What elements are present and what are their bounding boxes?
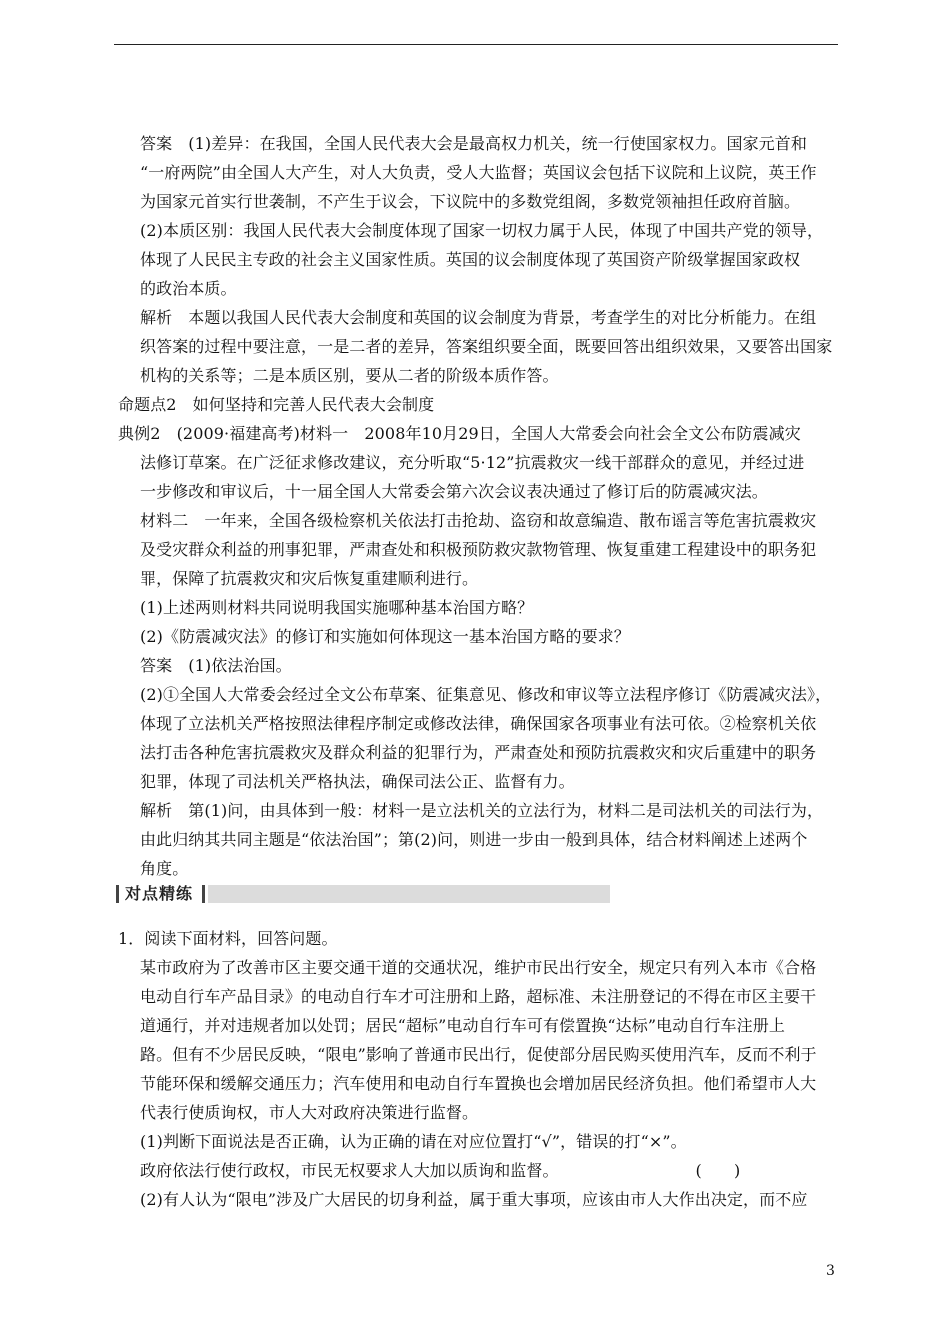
statement-line: 政府依法行使行政权，市民无权要求人大加以质询和监督。 ( )	[140, 1161, 741, 1180]
text-line: 一步修改和审议后，十一届全国人大常委会第六次会议表决通过了修订后的防震减灾法。	[140, 482, 768, 501]
text-line: 道通行，并对违规者加以处罚；居民“超标”电动自行车可有偿置换“达标”电动自行车注册上	[140, 1016, 785, 1035]
text-line: 的政治本质。	[140, 279, 237, 298]
question-line: (1)判断下面说法是否正确，认为正确的请在对应位置打“√”，错误的打“×”。	[140, 1132, 687, 1151]
analysis-line: 解析 本题以我国人民代表大会制度和英国的议会制度为背景，考查学生的对比分析能力。在组	[140, 308, 817, 327]
text-line: 角度。	[140, 859, 189, 878]
question-line: (1)上述两则材料共同说明我国实施哪种基本治国方略？	[140, 598, 534, 617]
topic-heading: 命题点2 如何坚持和完善人民代表大会制度	[118, 395, 435, 414]
analysis-line: 解析 第(1)问，由具体到一般：材料一是立法机关的立法行为，材料二是司法机关的司法行为，	[140, 801, 824, 820]
text-line: 为国家元首实行世袭制，不产生于议会，下议院中的多数党组阁，多数党领袖担任政府首脑。	[140, 192, 801, 211]
text-line: 体现了人民民主专政的社会主义国家性质。英国的议会制度体现了英国资产阶级掌握国家政权	[140, 250, 801, 269]
answer-line: 答案 (1)依法治国。	[140, 656, 292, 675]
text-line: (2)本质区别：我国人民代表大会制度体现了国家一切权力属于人民，体现了中国共产党的领导，	[140, 221, 824, 240]
exercise-heading: 1．阅读下面材料，回答问题。	[118, 929, 338, 948]
section-title: 对点精练	[125, 884, 194, 903]
text-line: 犯罪，体现了司法机关严格执法，确保司法公正、监督有力。	[140, 772, 575, 791]
text-line: 罪，保障了抗震救灾和灾后恢复重建顺利进行。	[140, 569, 479, 588]
example-heading: 典例2 (2009·福建高考)材料一 2008年10月29日，全国人大常委会向社会全文公布防震减灾	[118, 424, 801, 443]
text-line: 法修订草案。在广泛征求修改建议，充分听取“5·12”抗震救灾一线干部群众的意见，并经过进	[140, 453, 805, 472]
text-line: (2)①全国人大常委会经过全文公布草案、征集意见、修改和审议等立法程序修订《防震减灾法》，	[140, 685, 832, 704]
question-line: (2)有人认为“限电”涉及广大居民的切身利益，属于重大事项，应该由市人大作出决定，而不应	[140, 1190, 808, 1209]
answer-line: 答案 (1)差异：在我国，全国人民代表大会是最高权力机关，统一行使国家权力。国家元首和	[140, 134, 807, 153]
text-line: 节能环保和缓解交通压力；汽车使用和电动自行车置换也会增加居民经济负担。他们希望市人大	[140, 1074, 817, 1093]
material-line: 材料二 一年来，全国各级检察机关依法打击抢劫、盗窃和故意编造、散布谣言等危害抗震救灾	[140, 511, 817, 530]
question-line: (2)《防震减灾法》的修订和实施如何体现这一基本治国方略的要求？	[140, 627, 630, 646]
section-marker	[202, 885, 205, 903]
text-line: 由此归纳其共同主题是“依法治国”；第(2)问，则进一步由一般到具体，结合材料阐述上述两个	[140, 830, 808, 849]
text-line: 路。但有不少居民反映，“限电”影响了普通市民出行，促使部分居民购买使用汽车，反而不利于	[140, 1045, 817, 1064]
text-line: 及受灾群众利益的刑事犯罪，严肃查处和积极预防救灾款物管理、恢复重建工程建设中的职务犯	[140, 540, 817, 559]
section-shade	[208, 885, 610, 903]
section-header	[116, 882, 496, 906]
text-line: 代表行使质询权，市人大对政府决策进行监督。	[140, 1103, 479, 1122]
text-line: “一府两院”由全国人大产生，对人大负责，受人大监督；英国议会包括下议院和上议院，英王作	[140, 163, 817, 182]
text-line: 体现了立法机关严格按照法律程序制定或修改法律，确保国家各项事业有法可依。②检察机关依	[140, 714, 817, 733]
page-number: 3	[826, 1263, 835, 1279]
section-marker	[116, 885, 119, 903]
header-rule	[114, 44, 838, 45]
text-line: 电动自行车产品目录》的电动自行车才可注册和上路，超标准、未注册登记的不得在市区主要干	[140, 987, 817, 1006]
text-line: 机构的关系等；二是本质区别，要从二者的阶级本质作答。	[140, 366, 559, 385]
text-line: 法打击各种危害抗震救灾及群众利益的犯罪行为，严肃查处和预防抗震救灾和灾后重建中的职务	[140, 743, 817, 762]
text-line: 某市政府为了改善市区主要交通干道的交通状况，维护市民出行安全，规定只有列入本市《合格	[140, 958, 817, 977]
text-line: 织答案的过程中要注意，一是二者的差异，答案组织要全面，既要回答出组织效果，又要答出国家	[140, 337, 833, 356]
